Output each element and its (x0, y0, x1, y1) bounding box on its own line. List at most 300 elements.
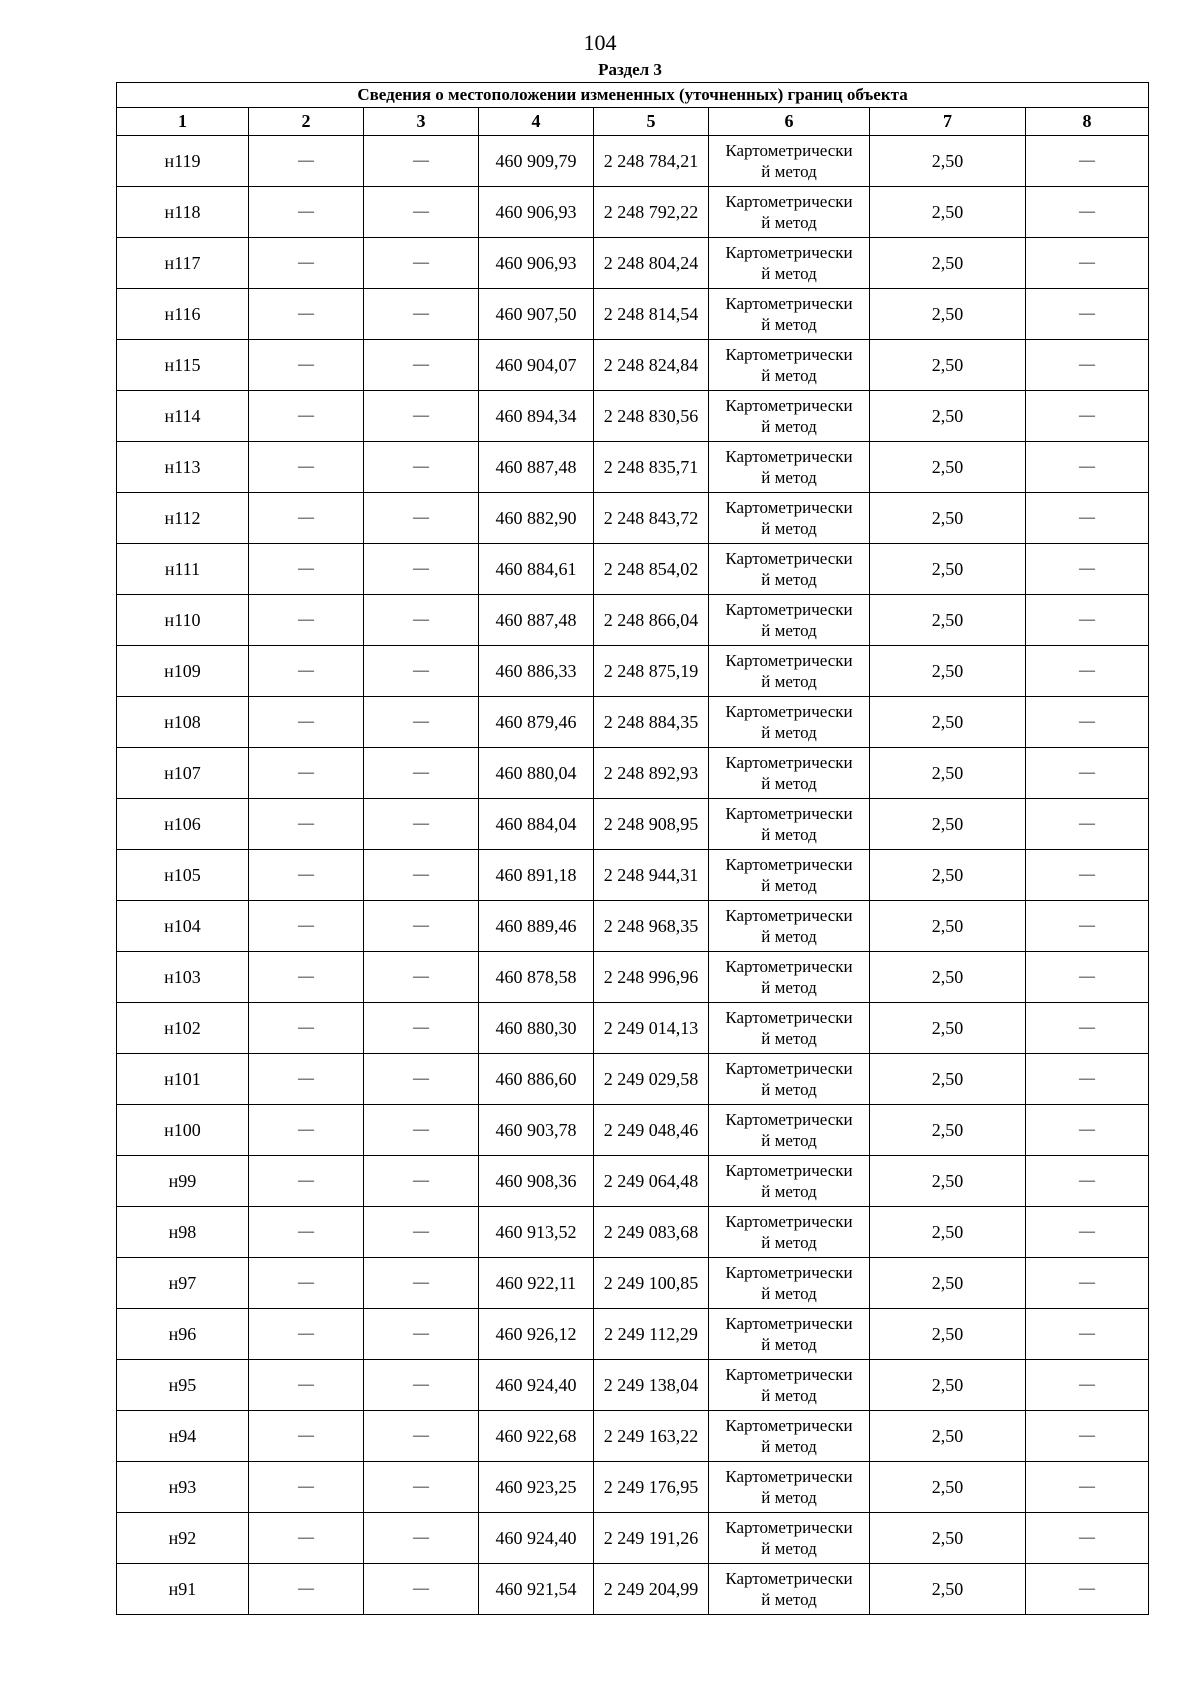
method-line-2: й метод (761, 1131, 817, 1150)
method-line-1: Картометрически (725, 1110, 853, 1129)
method-line-2: й метод (761, 1590, 817, 1609)
x-coordinate-cell: 460 886,33 (479, 646, 594, 697)
column-2-cell: — (249, 646, 364, 697)
column-number: 5 (594, 108, 709, 136)
column-8-cell: — (1026, 1156, 1149, 1207)
x-coordinate-cell: 460 908,36 (479, 1156, 594, 1207)
x-coordinate-cell: 460 886,60 (479, 1054, 594, 1105)
column-8-cell: — (1026, 952, 1149, 1003)
method-line-2: й метод (761, 1335, 817, 1354)
y-coordinate-cell: 2 249 176,95 (594, 1462, 709, 1513)
column-2-cell: — (249, 136, 364, 187)
method-cell (709, 901, 870, 952)
x-coordinate-cell: 460 921,54 (479, 1564, 594, 1615)
method-line-1: Картометрически (725, 498, 853, 517)
column-3-cell: — (364, 238, 479, 289)
column-3-cell: — (364, 493, 479, 544)
precision-cell: 2,50 (870, 238, 1026, 289)
y-coordinate-cell: 2 248 792,22 (594, 187, 709, 238)
method-line-1: Картометрически (725, 1161, 853, 1180)
method-cell (709, 595, 870, 646)
precision-cell: 2,50 (870, 748, 1026, 799)
column-2-cell: — (249, 544, 364, 595)
method-line-1: Картометрически (725, 1365, 853, 1384)
y-coordinate-cell: 2 249 138,04 (594, 1360, 709, 1411)
column-3-cell: — (364, 1360, 479, 1411)
column-3-cell: — (364, 1003, 479, 1054)
method-line-1: Картометрически (725, 855, 853, 874)
precision-cell: 2,50 (870, 1156, 1026, 1207)
column-3-cell: — (364, 901, 479, 952)
table-row (117, 1258, 1149, 1309)
column-2-cell: — (249, 1411, 364, 1462)
column-2-cell: — (249, 289, 364, 340)
method-line-1: Картометрически (725, 1059, 853, 1078)
column-8-cell: — (1026, 646, 1149, 697)
method-line-1: Картометрически (725, 1314, 853, 1333)
table-row (117, 544, 1149, 595)
column-8-cell: — (1026, 340, 1149, 391)
precision-cell: 2,50 (870, 544, 1026, 595)
table-row (117, 289, 1149, 340)
method-line-1: Картометрически (725, 294, 853, 313)
method-cell (709, 1564, 870, 1615)
table-row (117, 1309, 1149, 1360)
column-2-cell: — (249, 442, 364, 493)
method-cell (709, 289, 870, 340)
method-line-2: й метод (761, 1029, 817, 1048)
precision-cell: 2,50 (870, 136, 1026, 187)
x-coordinate-cell: 460 880,04 (479, 748, 594, 799)
method-line-1: Картометрически (725, 1518, 853, 1537)
precision-cell: 2,50 (870, 595, 1026, 646)
x-coordinate-cell: 460 879,46 (479, 697, 594, 748)
point-number-cell: н112 (117, 493, 249, 544)
table-row (117, 136, 1149, 187)
x-coordinate-cell: 460 894,34 (479, 391, 594, 442)
method-cell (709, 1207, 870, 1258)
method-line-1: Картометрически (725, 600, 853, 619)
column-3-cell: — (364, 1156, 479, 1207)
y-coordinate-cell: 2 248 843,72 (594, 493, 709, 544)
method-line-1: Картометрически (725, 906, 853, 925)
column-number: 2 (249, 108, 364, 136)
x-coordinate-cell: 460 887,48 (479, 442, 594, 493)
table-row (117, 391, 1149, 442)
table-row (117, 1513, 1149, 1564)
x-coordinate-cell: 460 922,11 (479, 1258, 594, 1309)
column-8-cell: — (1026, 595, 1149, 646)
method-line-1: Картометрически (725, 1467, 853, 1486)
method-cell (709, 748, 870, 799)
column-number-row (117, 108, 1149, 136)
column-2-cell: — (249, 340, 364, 391)
x-coordinate-cell: 460 909,79 (479, 136, 594, 187)
column-3-cell: — (364, 544, 479, 595)
y-coordinate-cell: 2 249 083,68 (594, 1207, 709, 1258)
precision-cell: 2,50 (870, 646, 1026, 697)
column-3-cell: — (364, 442, 479, 493)
method-cell (709, 697, 870, 748)
column-2-cell: — (249, 391, 364, 442)
table-row (117, 850, 1149, 901)
column-8-cell: — (1026, 850, 1149, 901)
column-3-cell: — (364, 1207, 479, 1258)
column-8-cell: — (1026, 442, 1149, 493)
method-cell (709, 187, 870, 238)
method-line-1: Картометрически (725, 549, 853, 568)
precision-cell: 2,50 (870, 1105, 1026, 1156)
y-coordinate-cell: 2 249 014,13 (594, 1003, 709, 1054)
column-number: 4 (479, 108, 594, 136)
point-number-cell: н111 (117, 544, 249, 595)
precision-cell: 2,50 (870, 952, 1026, 1003)
precision-cell: 2,50 (870, 1411, 1026, 1462)
method-line-1: Картометрически (725, 1263, 853, 1282)
column-8-cell: — (1026, 238, 1149, 289)
point-number-cell: н117 (117, 238, 249, 289)
column-3-cell: — (364, 187, 479, 238)
method-line-2: й метод (761, 1080, 817, 1099)
table-row (117, 952, 1149, 1003)
precision-cell: 2,50 (870, 1309, 1026, 1360)
method-line-2: й метод (761, 468, 817, 487)
table-row (117, 1411, 1149, 1462)
precision-cell: 2,50 (870, 442, 1026, 493)
point-number-cell: н91 (117, 1564, 249, 1615)
point-number-cell: н99 (117, 1156, 249, 1207)
column-3-cell: — (364, 1258, 479, 1309)
table-row (117, 799, 1149, 850)
column-8-cell: — (1026, 1258, 1149, 1309)
y-coordinate-cell: 2 249 064,48 (594, 1156, 709, 1207)
x-coordinate-cell: 460 903,78 (479, 1105, 594, 1156)
boundary-coordinates-table (116, 82, 1149, 1615)
column-2-cell: — (249, 1258, 364, 1309)
column-8-cell: — (1026, 289, 1149, 340)
y-coordinate-cell: 2 248 866,04 (594, 595, 709, 646)
column-3-cell: — (364, 289, 479, 340)
precision-cell: 2,50 (870, 1207, 1026, 1258)
method-cell (709, 1360, 870, 1411)
x-coordinate-cell: 460 878,58 (479, 952, 594, 1003)
x-coordinate-cell: 460 922,68 (479, 1411, 594, 1462)
point-number-cell: н100 (117, 1105, 249, 1156)
method-line-2: й метод (761, 978, 817, 997)
x-coordinate-cell: 460 907,50 (479, 289, 594, 340)
column-2-cell: — (249, 748, 364, 799)
column-8-cell: — (1026, 136, 1149, 187)
point-number-cell: н114 (117, 391, 249, 442)
method-line-2: й метод (761, 723, 817, 742)
method-line-1: Картометрически (725, 396, 853, 415)
precision-cell: 2,50 (870, 493, 1026, 544)
precision-cell: 2,50 (870, 1003, 1026, 1054)
method-cell (709, 952, 870, 1003)
method-line-1: Картометрически (725, 243, 853, 262)
table-row (117, 340, 1149, 391)
column-number: 6 (709, 108, 870, 136)
method-line-1: Картометрически (725, 345, 853, 364)
table-title: Сведения о местоположении измененных (уточненных) границ объекта (117, 83, 1149, 108)
y-coordinate-cell: 2 248 784,21 (594, 136, 709, 187)
column-2-cell: — (249, 1105, 364, 1156)
column-2-cell: — (249, 799, 364, 850)
method-line-2: й метод (761, 825, 817, 844)
column-number: 3 (364, 108, 479, 136)
column-8-cell: — (1026, 391, 1149, 442)
y-coordinate-cell: 2 248 892,93 (594, 748, 709, 799)
method-cell (709, 1105, 870, 1156)
column-number: 7 (870, 108, 1026, 136)
method-cell (709, 1003, 870, 1054)
y-coordinate-cell: 2 249 048,46 (594, 1105, 709, 1156)
column-3-cell: — (364, 1411, 479, 1462)
column-2-cell: — (249, 1309, 364, 1360)
table-row (117, 1003, 1149, 1054)
method-cell (709, 493, 870, 544)
column-2-cell: — (249, 1054, 364, 1105)
x-coordinate-cell: 460 906,93 (479, 187, 594, 238)
y-coordinate-cell: 2 248 824,84 (594, 340, 709, 391)
method-cell (709, 1411, 870, 1462)
y-coordinate-cell: 2 248 968,35 (594, 901, 709, 952)
point-number-cell: н103 (117, 952, 249, 1003)
method-cell (709, 238, 870, 289)
column-2-cell: — (249, 1003, 364, 1054)
method-line-2: й метод (761, 621, 817, 640)
page-number: 104 (583, 30, 617, 55)
column-number: 1 (117, 108, 249, 136)
x-coordinate-cell: 460 904,07 (479, 340, 594, 391)
precision-cell: 2,50 (870, 1054, 1026, 1105)
x-coordinate-cell: 460 889,46 (479, 901, 594, 952)
y-coordinate-cell: 2 249 112,29 (594, 1309, 709, 1360)
table-row (117, 493, 1149, 544)
column-8-cell: — (1026, 697, 1149, 748)
column-3-cell: — (364, 646, 479, 697)
x-coordinate-cell: 460 884,04 (479, 799, 594, 850)
method-line-2: й метод (761, 1284, 817, 1303)
table-row (117, 1105, 1149, 1156)
y-coordinate-cell: 2 249 204,99 (594, 1564, 709, 1615)
y-coordinate-cell: 2 249 100,85 (594, 1258, 709, 1309)
precision-cell: 2,50 (870, 1564, 1026, 1615)
section-heading: Раздел 3 (598, 60, 662, 79)
method-line-1: Картометрически (725, 1569, 853, 1588)
method-line-2: й метод (761, 774, 817, 793)
point-number-cell: н108 (117, 697, 249, 748)
column-2-cell: — (249, 1207, 364, 1258)
y-coordinate-cell: 2 248 854,02 (594, 544, 709, 595)
method-cell (709, 1462, 870, 1513)
precision-cell: 2,50 (870, 901, 1026, 952)
column-8-cell: — (1026, 1003, 1149, 1054)
column-3-cell: — (364, 595, 479, 646)
point-number-cell: н118 (117, 187, 249, 238)
method-cell (709, 1513, 870, 1564)
point-number-cell: н95 (117, 1360, 249, 1411)
table-row (117, 1054, 1149, 1105)
y-coordinate-cell: 2 249 191,26 (594, 1513, 709, 1564)
column-2-cell: — (249, 187, 364, 238)
x-coordinate-cell: 460 926,12 (479, 1309, 594, 1360)
point-number-cell: н116 (117, 289, 249, 340)
method-line-2: й метод (761, 315, 817, 334)
method-line-2: й метод (761, 519, 817, 538)
column-2-cell: — (249, 952, 364, 1003)
x-coordinate-cell: 460 887,48 (479, 595, 594, 646)
column-2-cell: — (249, 901, 364, 952)
column-2-cell: — (249, 1513, 364, 1564)
method-line-1: Картометрически (725, 1212, 853, 1231)
method-line-1: Картометрически (725, 753, 853, 772)
point-number-cell: н113 (117, 442, 249, 493)
column-8-cell: — (1026, 1207, 1149, 1258)
precision-cell: 2,50 (870, 1360, 1026, 1411)
point-number-cell: н97 (117, 1258, 249, 1309)
x-coordinate-cell: 460 906,93 (479, 238, 594, 289)
method-line-2: й метод (761, 1182, 817, 1201)
column-2-cell: — (249, 1156, 364, 1207)
table-row (117, 595, 1149, 646)
point-number-cell: н109 (117, 646, 249, 697)
column-3-cell: — (364, 850, 479, 901)
table-row (117, 1360, 1149, 1411)
point-number-cell: н104 (117, 901, 249, 952)
x-coordinate-cell: 460 924,40 (479, 1360, 594, 1411)
method-line-2: й метод (761, 213, 817, 232)
y-coordinate-cell: 2 248 814,54 (594, 289, 709, 340)
y-coordinate-cell: 2 248 830,56 (594, 391, 709, 442)
point-number-cell: н101 (117, 1054, 249, 1105)
column-8-cell: — (1026, 799, 1149, 850)
column-3-cell: — (364, 1513, 479, 1564)
y-coordinate-cell: 2 248 804,24 (594, 238, 709, 289)
column-8-cell: — (1026, 1411, 1149, 1462)
point-number-cell: н107 (117, 748, 249, 799)
table-row (117, 187, 1149, 238)
method-cell (709, 1156, 870, 1207)
table-body (117, 136, 1149, 1615)
method-cell (709, 799, 870, 850)
method-line-2: й метод (761, 672, 817, 691)
table-row (117, 1462, 1149, 1513)
method-line-2: й метод (761, 1437, 817, 1456)
y-coordinate-cell: 2 248 875,19 (594, 646, 709, 697)
method-line-2: й метод (761, 570, 817, 589)
method-cell (709, 646, 870, 697)
column-8-cell: — (1026, 187, 1149, 238)
y-coordinate-cell: 2 248 835,71 (594, 442, 709, 493)
method-line-2: й метод (761, 264, 817, 283)
column-2-cell: — (249, 850, 364, 901)
point-number-cell: н98 (117, 1207, 249, 1258)
column-2-cell: — (249, 595, 364, 646)
y-coordinate-cell: 2 248 996,96 (594, 952, 709, 1003)
column-8-cell: — (1026, 748, 1149, 799)
method-cell (709, 544, 870, 595)
y-coordinate-cell: 2 249 163,22 (594, 1411, 709, 1462)
method-line-1: Картометрически (725, 1416, 853, 1435)
column-3-cell: — (364, 697, 479, 748)
precision-cell: 2,50 (870, 799, 1026, 850)
table-row (117, 442, 1149, 493)
method-line-2: й метод (761, 927, 817, 946)
table-row (117, 1564, 1149, 1615)
column-2-cell: — (249, 238, 364, 289)
method-cell (709, 850, 870, 901)
point-number-cell: н94 (117, 1411, 249, 1462)
table-row (117, 646, 1149, 697)
column-number: 8 (1026, 108, 1149, 136)
method-line-2: й метод (761, 1539, 817, 1558)
point-number-cell: н115 (117, 340, 249, 391)
x-coordinate-cell: 460 924,40 (479, 1513, 594, 1564)
point-number-cell: н105 (117, 850, 249, 901)
precision-cell: 2,50 (870, 187, 1026, 238)
column-3-cell: — (364, 1564, 479, 1615)
column-8-cell: — (1026, 1054, 1149, 1105)
column-3-cell: — (364, 799, 479, 850)
column-8-cell: — (1026, 1564, 1149, 1615)
column-3-cell: — (364, 340, 479, 391)
point-number-cell: н119 (117, 136, 249, 187)
x-coordinate-cell: 460 884,61 (479, 544, 594, 595)
precision-cell: 2,50 (870, 391, 1026, 442)
method-line-1: Картометрически (725, 651, 853, 670)
column-8-cell: — (1026, 901, 1149, 952)
method-line-2: й метод (761, 417, 817, 436)
method-line-1: Картометрически (725, 804, 853, 823)
method-line-2: й метод (761, 1386, 817, 1405)
point-number-cell: н110 (117, 595, 249, 646)
y-coordinate-cell: 2 248 908,95 (594, 799, 709, 850)
x-coordinate-cell: 460 923,25 (479, 1462, 594, 1513)
method-line-1: Картометрически (725, 957, 853, 976)
precision-cell: 2,50 (870, 289, 1026, 340)
x-coordinate-cell: 460 913,52 (479, 1207, 594, 1258)
column-3-cell: — (364, 952, 479, 1003)
column-3-cell: — (364, 391, 479, 442)
table-row (117, 697, 1149, 748)
method-line-2: й метод (761, 1233, 817, 1252)
table-row (117, 238, 1149, 289)
point-number-cell: н93 (117, 1462, 249, 1513)
column-8-cell: — (1026, 1360, 1149, 1411)
method-line-2: й метод (761, 162, 817, 181)
column-3-cell: — (364, 136, 479, 187)
method-cell (709, 340, 870, 391)
method-line-1: Картометрически (725, 1008, 853, 1027)
table-row (117, 901, 1149, 952)
point-number-cell: н102 (117, 1003, 249, 1054)
point-number-cell: н96 (117, 1309, 249, 1360)
column-2-cell: — (249, 1462, 364, 1513)
table-row (117, 748, 1149, 799)
method-line-1: Картометрически (725, 447, 853, 466)
method-line-1: Картометрически (725, 192, 853, 211)
column-8-cell: — (1026, 1309, 1149, 1360)
method-cell (709, 442, 870, 493)
y-coordinate-cell: 2 249 029,58 (594, 1054, 709, 1105)
point-number-cell: н106 (117, 799, 249, 850)
column-2-cell: — (249, 1564, 364, 1615)
method-line-2: й метод (761, 1488, 817, 1507)
column-8-cell: — (1026, 544, 1149, 595)
precision-cell: 2,50 (870, 850, 1026, 901)
table-row (117, 1207, 1149, 1258)
